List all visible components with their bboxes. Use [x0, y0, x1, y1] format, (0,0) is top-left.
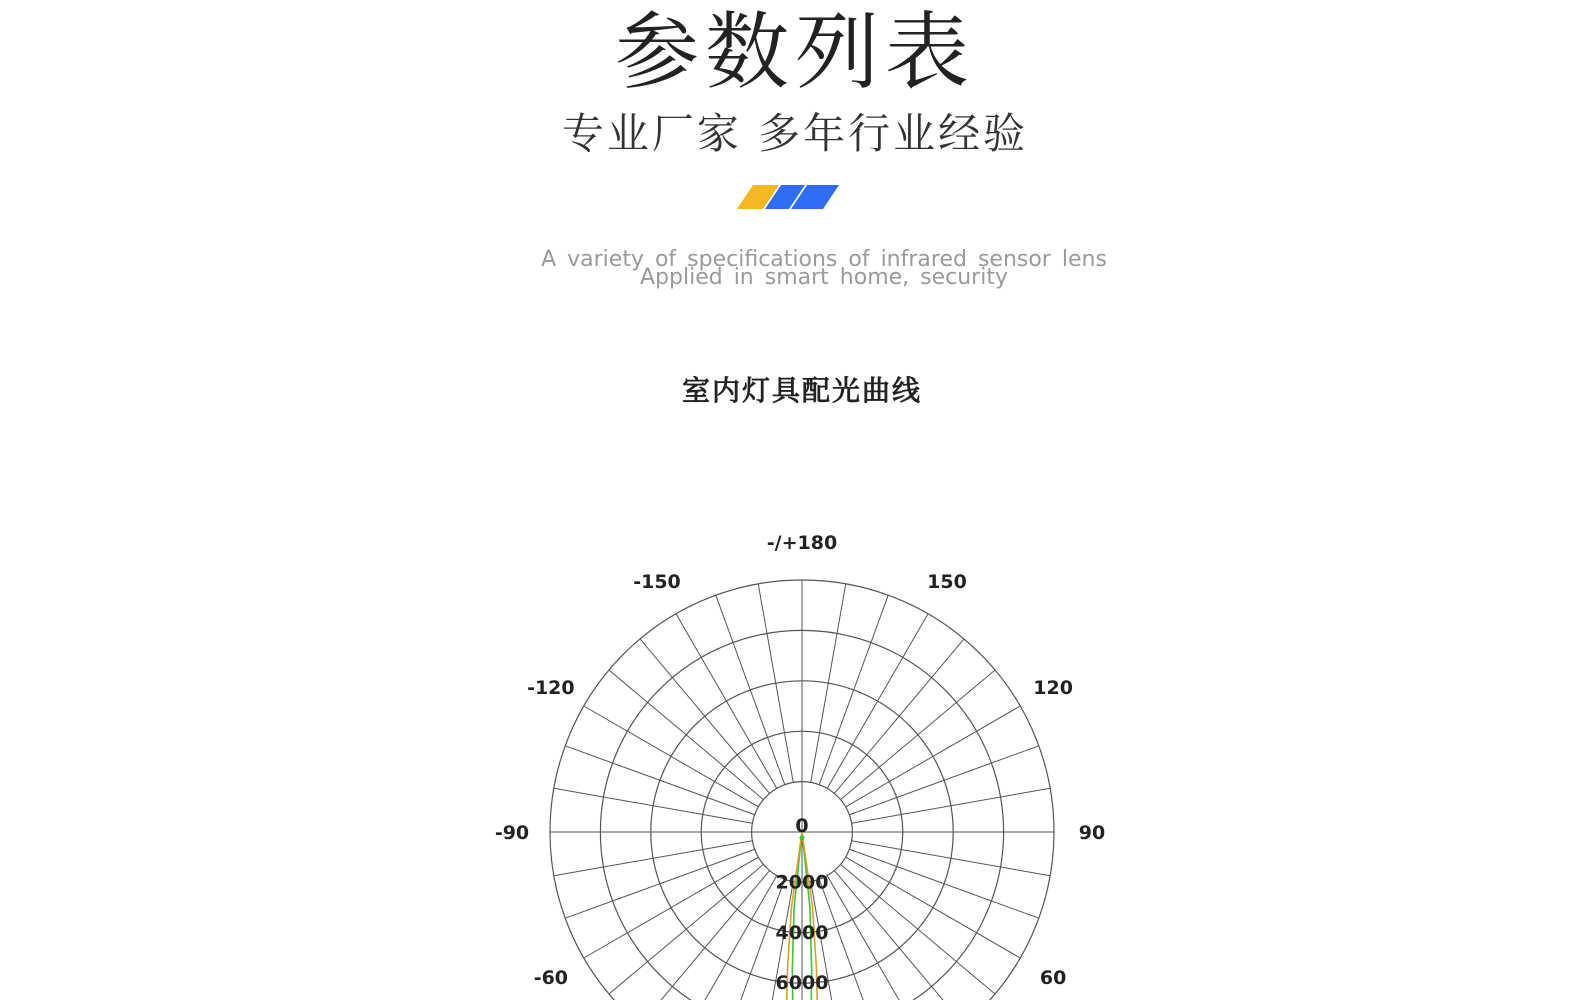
grid-spoke — [827, 876, 928, 1000]
grid-spoke — [841, 864, 995, 994]
grid-spoke — [716, 879, 785, 1000]
radial-label: 6000 — [775, 972, 829, 995]
grid-spoke — [849, 746, 1038, 815]
grid-spoke — [852, 841, 1051, 876]
grid-spoke — [609, 670, 763, 800]
grid-spoke — [676, 614, 777, 789]
grid-spoke — [584, 706, 759, 807]
decorative-stripes — [737, 185, 839, 209]
angle-label: -120 — [527, 677, 575, 699]
grid-spoke — [834, 639, 964, 793]
grid-spoke — [811, 584, 846, 783]
polar-chart — [0, 340, 1580, 1000]
angle-label: -60 — [533, 967, 569, 989]
angle-label: 150 — [927, 570, 967, 593]
english-tagline-1: A variety of specifications of infrared sensor lens — [541, 247, 1107, 272]
page-subtitle: 专业厂家 多年行业经验 — [561, 109, 1029, 158]
grid-spoke — [554, 841, 753, 876]
chart-title: 室内灯具配光曲线 — [681, 374, 923, 407]
angle-label: 60 — [1039, 967, 1067, 989]
grid-spoke — [609, 864, 763, 994]
grid-spoke — [819, 879, 888, 1000]
english-tagline-2: Applied in smart home, security — [640, 265, 1008, 290]
grid-spoke — [554, 788, 753, 823]
grid-spoke — [819, 595, 888, 784]
grid-spoke — [758, 584, 793, 783]
grid-spoke — [846, 857, 1021, 958]
grid-spoke — [584, 857, 759, 958]
grid-spoke — [716, 595, 785, 784]
page-title: 参数列表 — [614, 3, 975, 101]
angle-label: -/+180 — [766, 532, 838, 554]
polar-chart-container — [0, 340, 1580, 1000]
angle-label: 90 — [1078, 822, 1106, 844]
grid-spoke — [676, 876, 777, 1000]
angle-label: 120 — [1033, 677, 1073, 699]
grid-spoke — [640, 871, 770, 1000]
grid-spoke — [846, 706, 1021, 807]
grid-spoke — [565, 849, 754, 918]
grid-spoke — [834, 871, 964, 1000]
angle-label: -90 — [494, 822, 530, 844]
radial-label: 0 — [795, 815, 809, 837]
angle-labels — [495, 532, 1105, 989]
grid-spoke — [852, 788, 1051, 823]
grid-spoke — [841, 670, 995, 800]
grid-spoke — [565, 746, 754, 815]
radial-label: 2000 — [775, 871, 829, 894]
grid-spoke — [827, 614, 928, 789]
grid-spoke — [640, 639, 770, 793]
grid-spoke — [849, 849, 1038, 918]
angle-label: -150 — [633, 570, 681, 593]
radial-label: 4000 — [775, 921, 829, 944]
